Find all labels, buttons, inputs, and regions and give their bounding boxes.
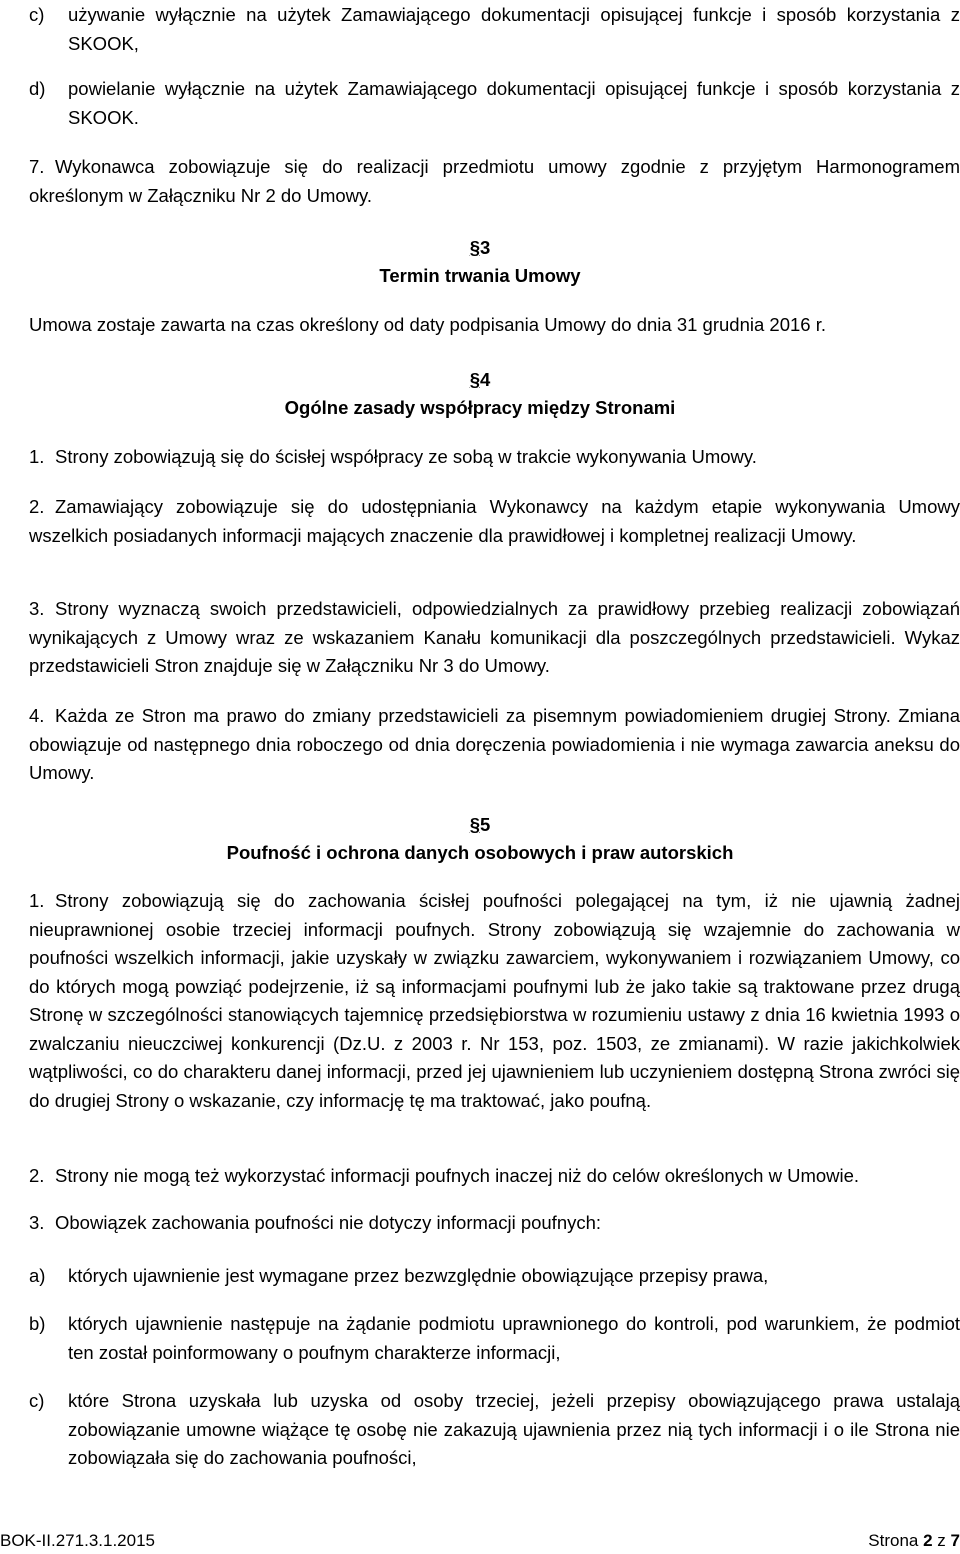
list-item: c) które Strona uzyskała lub uzyska od osoby trzeciej, jeżeli przepisy obowiązującego prawa ustalają zobowiązanie umowne wiążące tę osobę nie zakazują ujawnienia przez nią tych informacji i o ile Strona nie zobowiązała się do zachowania poufności, (29, 1390, 960, 1468)
list-item: b) których ujawnienie następuje na żądanie podmiotu uprawnionego do kontroli, pod warunkiem, że podmiot ten został poinformowany o poufnym charakterze informacji, (29, 1313, 960, 1363)
numbered-paragraph: 3. Obowiązek zachowania poufności nie dotyczy informacji poufnych: (29, 1212, 602, 1233)
list-item-label: d) (29, 78, 46, 99)
numbered-paragraph: 4. Każda ze Stron ma prawo do zmiany przedstawicieli za pisemnym powiadomieniem drugiej Strony. Zmiana obowiązuje od następnego dnia roboczego od dnia doręczenia powiadomienia i nie wymaga zawarcia aneksu do Umowy. (29, 705, 960, 783)
section-title: Ogólne zasady współpracy między Stronami (284, 397, 676, 418)
list-item (29, 1, 960, 58)
paragraph-text: Wykonawca zobowiązuje się do realizacji przedmiotu umowy zgodnie z przyjętym Harmonogramem określonym w Załączniku Nr 2 do Umowy. (29, 156, 960, 206)
section-number: §4 (469, 369, 491, 390)
list-item-text: używanie wyłącznie na użytek Zamawiającego dokumentacji opisującej funkcje i sposób korzystania z SKOOK, (68, 4, 960, 54)
list-item-text: powielanie wyłącznie na użytek Zamawiającego dokumentacji opisującej funkcje i sposób korzystania z SKOOK. (68, 78, 960, 128)
numbered-paragraph: 3. Strony wyznaczą swoich przedstawicieli, odpowiedzialnych za prawidłowy przebieg realizacji zobowiązań wynikających z Umowy wraz ze wskazaniem Kanału komunikacji dla poszczególnych przedstawicieli. Wykaz przedstawicieli Stron znajduje się w Załączniku Nr 3 do Umowy. (29, 598, 960, 676)
section-title: Termin trwania Umowy (379, 265, 581, 286)
section-number: §3 (469, 237, 491, 258)
list-item (29, 75, 960, 132)
list-item: a) których ujawnienie jest wymagane przez bezwzględnie obowiązujące przepisy prawa, (29, 1265, 769, 1286)
numbered-paragraph: 2. Zamawiający zobowiązuje się do udostępniania Wykonawcy na każdym etapie wykonywania Umowy wszelkich posiadanych informacji mających znaczenie dla prawidłowej i kompletnej realizacji Umowy. (29, 496, 960, 546)
section-sign-icon: § (469, 814, 480, 835)
paragraph-number: 7. (29, 156, 45, 177)
document-reference: BOK-II.271.3.1.2015 (0, 1531, 155, 1550)
list-item-label: c) (29, 4, 45, 25)
section-sign-icon: § (469, 237, 480, 258)
page-counter: Strona 2 z 7 (868, 1531, 960, 1550)
numbered-paragraph (29, 153, 960, 210)
section-sign-icon: § (469, 369, 480, 390)
paragraph: Umowa zostaje zawarta na czas określony od daty podpisania Umowy do dnia 31 grudnia 2016 r. (29, 314, 826, 335)
numbered-paragraph: 1. Strony zobowiązują się do zachowania ścisłej poufności polegającej na tym, iż nie ujawnią żadnej nieuprawnionej osobie trzeciej informacji poufnych. Strony zobowiązują się wzajemnie do zachowania w poufności wszelkich informacji, jakie uzyskały w związku zawarciem, wykonywaniem i rozwiązaniem Umowy, co do których mogą powziąć podejrzenie, iż są informacjami poufnymi lub że jako takie są traktowane przez drugą Stronę w szczególności stanowiących tajemnicę przedsiębiorstwa w rozumieniu ustawy z dnia 16 kwietnia 1993 o zwalczaniu nieuczciwej konkurencji (Dz.U. z 2003 r. Nr 153, poz. 1503, ze zmianami). W razie jakichkolwiek wątpliwości, co do charakteru danej informacji, przed jej ujawnieniem lub uczynieniem dostępną Strona zwróci się do drugiej Strony o wskazanie, czy informację tę ma traktować, jako poufną. (29, 890, 960, 1111)
numbered-paragraph: 1. Strony zobowiązują się do ścisłej współpracy ze sobą w trakcie wykonywania Umowy. (29, 446, 757, 467)
numbered-paragraph: 2. Strony nie mogą też wykorzystać informacji poufnych inaczej niż do celów określonych w Umowie. (29, 1165, 860, 1186)
section-title: Poufność i ochrona danych osobowych i praw autorskich (226, 842, 734, 863)
section-number: §5 (469, 814, 491, 835)
